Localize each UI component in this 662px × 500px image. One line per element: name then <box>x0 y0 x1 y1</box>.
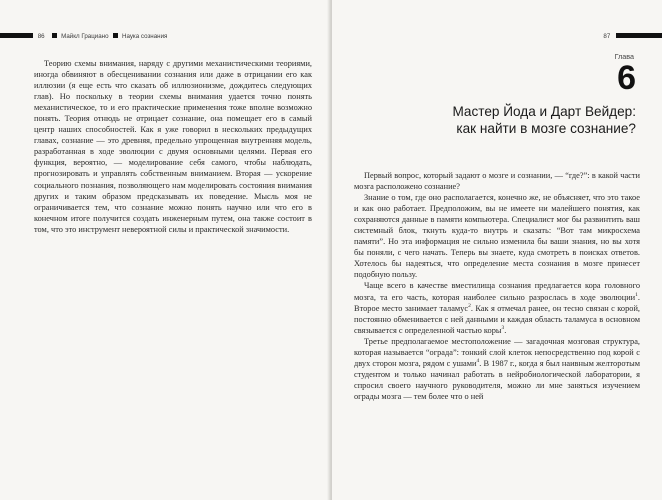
paragraph: Третье предполагаемое местоположение — загадочная мозговая структура, которая называется “ограда”: тонкий слой клеток непосредственно под корой с двух сторон мозга, рядом с ушами$^4$. В 1987 г., когда я был наивным желторотым студентом и только начинал работать в нейробиологической лаборатории, я спросил своего научного руководителя, можно ли мне заняться изучением ограды мозга — тем более что о ней <box>354 336 640 401</box>
left-page <box>0 0 330 500</box>
paragraph: Знание о том, где оно располагается, конечно же, не объясняет, что это такое и как оно работает. Предположим, вы не имеете ни малейшего понятия, как сохраняются данные в памяти компьютера. Специалист мог бы развинтить ваш системный блок, ткнуть куда-то внутрь и сказать: “Вот там микросхема памяти”. Но эта информация не сильно изменила бы ваши знания, но вы хотя бы поняли, с чего начать. Теперь вы знаете, куда смотреть в поисках ответов. Хотелось бы надеяться, что определение места сознания в мозге принесет подобную пользу. <box>354 193 640 280</box>
right-body-text <box>354 170 640 402</box>
chapter-title-line: Мастер Йода и Дарт Вейдер: <box>452 104 636 119</box>
footnote-marker: 4 <box>476 358 480 365</box>
paragraph: Теорию схемы внимания, наряду с другими механистическими теориями, иногда обвиняют в обесценивании сознания или даже в отрицании его как иллюзии (я еще есть что сказать об иллюзионизме, дождитесь следующих глав). Но поскольку в теории схемы внимания удается точно понять механистическое, то и его практические применения тоже вполне возможно понять. Теория отнюдь не отрицает сознание, она помещает его в самый центр наших способностей. Как я уже говорил в нескольких предыдущих главах, сознание — это древняя, предельно упрощенная внутренняя модель, разработанная в ходе эволюции с двумя основными целями. Первая его функция, вероятно, — моделирование себя самого, чтобы наблюдать, прогнозировать и управлять собственным вниманием. Вторая — ускорение социального познания, позволяющего нам моделировать состояния внимания других и таким образом предсказывать их поведение. Мысль моя не ограничивается тем, что сознание можно понять научно или что его в конечном итоге получится создать инженерным путем, она также состоит в том, что это инструмент невероятной силы и практической значимости. <box>34 59 312 234</box>
paragraph: Первый вопрос, который задают о мозге и сознании, — “где?”: в какой части мозга расположено сознание? <box>354 171 640 192</box>
right-page <box>332 0 662 500</box>
running-head-square <box>52 33 57 38</box>
footnote-marker: 2 <box>468 302 471 309</box>
running-head-book-title: Наука сознания <box>121 33 168 40</box>
chapter-title-line: как найти в мозге сознание? <box>456 121 636 136</box>
chapter-label: Глава <box>614 52 634 61</box>
right-page-number: 87 <box>603 33 611 40</box>
running-head-bar <box>0 33 33 38</box>
footnote-marker: 1 <box>635 291 638 298</box>
running-head-author: Майкл Грациано <box>61 33 109 40</box>
running-head-square <box>113 33 118 38</box>
left-page-number: 86 <box>37 33 45 40</box>
running-head-bar <box>616 33 662 38</box>
chapter-number: 6 <box>617 59 636 97</box>
left-running-head <box>0 33 167 41</box>
chapter-title <box>452 103 636 137</box>
paragraph: Чаще всего в качестве вместилища сознания предлагается кора головного мозга, та его часть, которая наиболее сильно разрослась в ходе эволюции$^1$. Второе место занимает таламус$^2$. Как я отмечал ранее, он тесно связан с корой, постоянно обменивается с ней данными и каждая область таламуса в основном связывается с определенной частью коры$^3$. <box>354 281 640 335</box>
right-running-head <box>603 33 662 41</box>
left-body-text <box>34 58 312 235</box>
footnote-marker: 3 <box>501 324 505 331</box>
